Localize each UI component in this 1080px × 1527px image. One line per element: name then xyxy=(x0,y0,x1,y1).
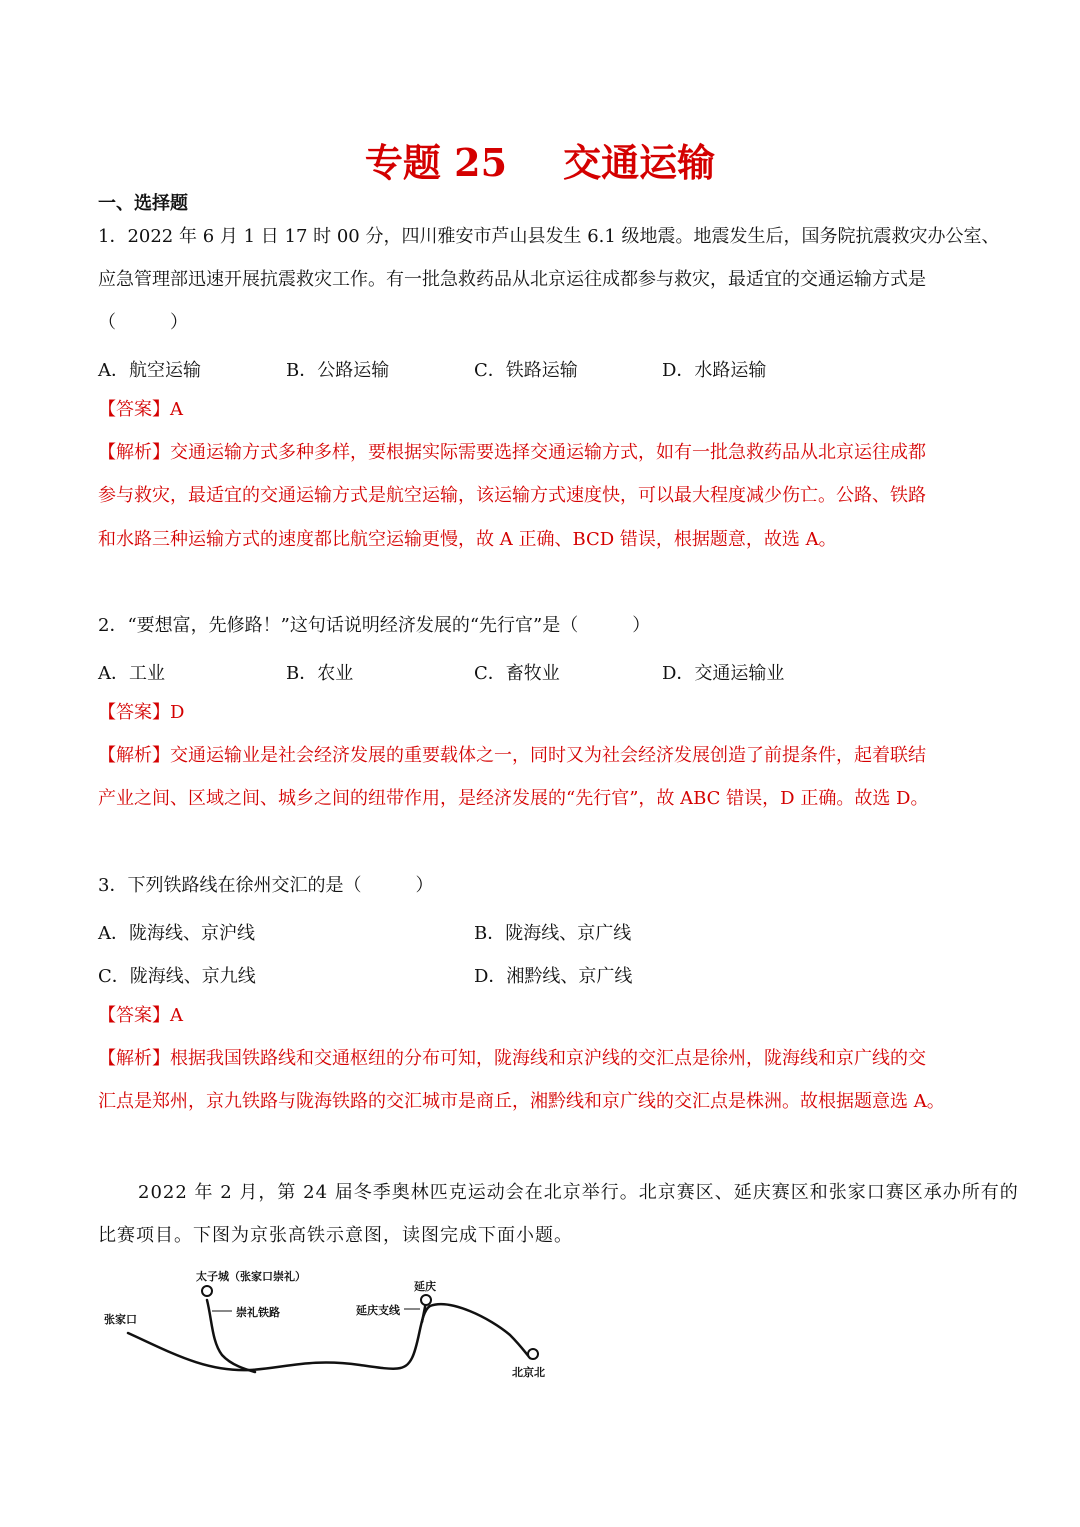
question-3-option-b: B．陇海线、京广线 xyxy=(474,923,632,944)
label-yanqing: 延庆 xyxy=(414,1280,436,1293)
question-2-analysis-line-2: 产业之间、区域之间、城乡之间的纽带作用，是经济发展的“先行官”，故 ABC 错误，D 正确。故选 D。 xyxy=(98,788,929,809)
question-3-line-1: 3．下列铁路线在徐州交汇的是（ ） xyxy=(98,875,434,896)
station-taizicheng xyxy=(202,1286,212,1296)
question-1-analysis-line-3: 和水路三种运输方式的速度都比航空运输更慢，故 A 正确、BCD 错误，根据题意，故选 A。 xyxy=(98,529,837,550)
title-number: 25 xyxy=(454,140,508,185)
question-3-analysis-line-2: 汇点是郑州，京九铁路与陇海铁路的交汇城市是商丘，湘黔线和京广线的交汇点是株洲。故根据题意选 A。 xyxy=(98,1091,945,1112)
question-2-analysis-line-1: 【解析】交通运输业是社会经济发展的重要载体之一，同时又为社会经济发展创造了前提条件，起着联结 xyxy=(98,745,926,766)
label-yanqing-branch: 延庆支线 xyxy=(356,1304,400,1317)
lead-paragraph-line-2: 比赛项目。下图为京张高铁示意图，读图完成下面小题。 xyxy=(98,1225,573,1246)
question-1-option-b: B．公路运输 xyxy=(286,360,390,381)
section-heading: 一、选择题 xyxy=(98,193,188,214)
question-2-option-b: B．农业 xyxy=(286,663,354,684)
question-1-analysis-line-1: 【解析】交通运输方式多种多样，要根据实际需要选择交通运输方式，如有一批急救药品从北京运往成都 xyxy=(98,442,926,463)
question-2-option-a: A．工业 xyxy=(98,663,165,684)
question-1-answer: 【答案】A xyxy=(98,399,183,420)
station-yanqing xyxy=(421,1295,431,1305)
main-rail-line xyxy=(128,1304,530,1370)
question-1-option-c: C．铁路运输 xyxy=(474,360,578,381)
station-beijingbei xyxy=(528,1349,538,1359)
question-1-line-1: 1．2022 年 6 月 1 日 17 时 00 分，四川雅安市芦山县发生 6.1 级地震。地震发生后，国务院抗震救灾办公室、 xyxy=(98,226,1000,247)
lead-paragraph-line-1: 2022 年 2 月，第 24 届冬季奥林匹克运动会在北京举行。北京赛区、延庆赛区和张家口赛区承办所有的 xyxy=(138,1182,1019,1203)
question-3-answer: 【答案】A xyxy=(98,1005,183,1026)
label-beijingbei: 北京北 xyxy=(512,1366,545,1379)
label-taizicheng: 太子城（张家口崇礼） xyxy=(196,1270,306,1283)
question-2-option-d: D．交通运输业 xyxy=(662,663,785,684)
question-1-analysis-line-2: 参与救灾，最适宜的交通运输方式是航空运输，该运输方式速度快，可以最大程度减少伤亡。公路、铁路 xyxy=(98,485,926,506)
question-2-option-c: C．畜牧业 xyxy=(474,663,560,684)
label-chongli-rail: 崇礼铁路 xyxy=(236,1306,280,1319)
label-zhangjiakou: 张家口 xyxy=(104,1313,137,1326)
question-3-option-d: D．湘黔线、京广线 xyxy=(474,966,633,987)
question-1-line-2: 应急管理部迅速开展抗震救灾工作。有一批急救药品从北京运往成都参与救灾，最适宜的交通运输方式是 xyxy=(98,269,926,290)
title-topic: 交通运输 xyxy=(563,140,716,185)
question-1-line-3: （ ） xyxy=(98,312,188,333)
question-3-analysis-line-1: 【解析】根据我国铁路线和交通枢纽的分布可知，陇海线和京沪线的交汇点是徐州，陇海线和京广线的交 xyxy=(98,1048,926,1069)
question-1-option-d: D．水路运输 xyxy=(662,360,767,381)
title-main: 专题 xyxy=(364,140,441,185)
question-2-line-1: 2．“要想富，先修路！”这句话说明经济发展的“先行官”是（ ） xyxy=(98,615,651,636)
question-1-option-a: A．航空运输 xyxy=(98,360,201,381)
question-3-option-c: C．陇海线、京九线 xyxy=(98,966,256,987)
question-2-answer: 【答案】D xyxy=(98,702,185,723)
question-3-option-a: A．陇海线、京沪线 xyxy=(98,923,255,944)
